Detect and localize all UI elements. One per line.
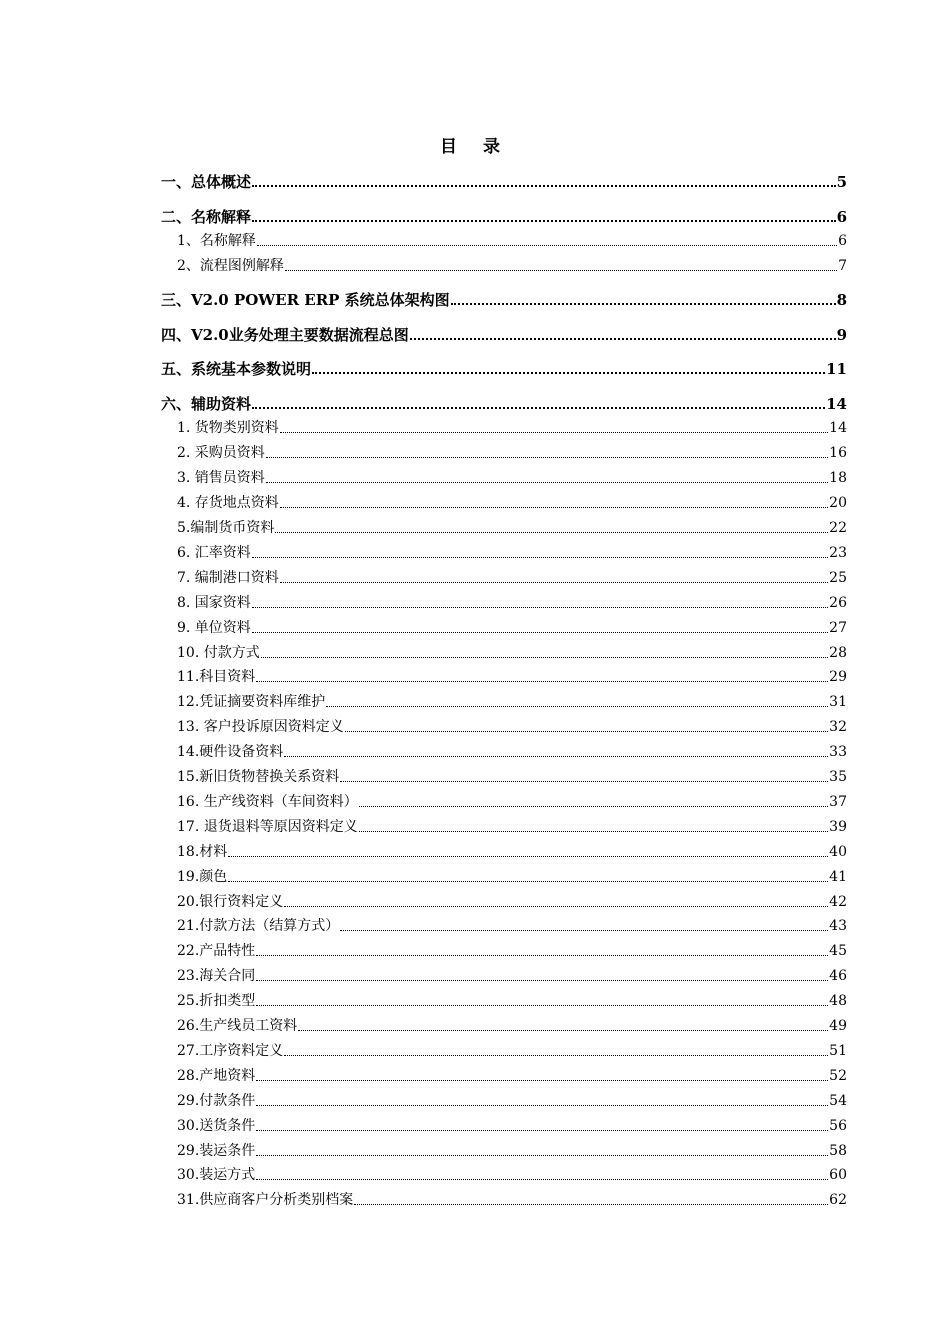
- dot-leader: [280, 507, 828, 508]
- toc-entry[interactable]: [161, 1016, 847, 1036]
- toc-entry-title: 15.新旧货物替换关系资料: [177, 769, 340, 785]
- dot-leader: [359, 806, 828, 807]
- dot-leader: [252, 557, 828, 558]
- toc-entry[interactable]: [161, 518, 847, 538]
- toc-entry[interactable]: [161, 207, 847, 227]
- dot-leader: [256, 1080, 828, 1081]
- toc-entry[interactable]: [161, 1041, 847, 1061]
- dot-leader: [451, 303, 836, 305]
- toc-entry-title: 2、流程图例解释: [177, 257, 284, 274]
- toc-entry-page: 43: [829, 918, 847, 935]
- toc-entry-title: 10. 付款方式: [177, 644, 260, 661]
- toc-entry-page: 56: [829, 1117, 847, 1134]
- toc-entry[interactable]: [161, 543, 847, 563]
- toc-entry-title: 4. 存货地点资料: [177, 495, 279, 512]
- toc-entry-title: 29.装运条件: [177, 1142, 256, 1159]
- toc-entry-page: 22: [829, 520, 847, 536]
- toc-entry-title: 31.供应商客户分析类别档案: [177, 1192, 354, 1209]
- dot-leader: [256, 1155, 828, 1156]
- dot-leader: [340, 930, 828, 931]
- toc-entry[interactable]: [161, 792, 847, 812]
- toc-entry-page: 31: [829, 694, 847, 711]
- dot-leader: [285, 270, 837, 271]
- toc-entry-page: 27: [829, 619, 847, 636]
- dot-leader: [354, 1204, 828, 1205]
- toc-entry[interactable]: [161, 290, 847, 310]
- dot-leader: [252, 407, 825, 409]
- toc-entry[interactable]: [161, 892, 847, 912]
- toc-entry-page: 8: [836, 291, 847, 310]
- toc-entry-title: 21.付款方法（结算方式）: [177, 918, 340, 935]
- toc-entry[interactable]: [161, 742, 847, 762]
- toc-entry-page: 20: [829, 495, 847, 512]
- toc-entry-title: 12.凭证摘要资料库维护: [177, 694, 326, 711]
- toc-entry-page: 9: [836, 325, 847, 344]
- toc-entry-page: 60: [829, 1167, 847, 1184]
- toc-entry[interactable]: [161, 842, 847, 862]
- toc-entry-title: 26.生产线员工资料: [177, 1018, 298, 1034]
- dot-leader: [257, 245, 837, 246]
- toc-entry-title: 14.硬件设备资料: [177, 744, 284, 761]
- toc-entry-title: 22.产品特性: [177, 943, 256, 960]
- toc-entry-title: 三、V2.0 POWER ERP 系统总体架构图: [161, 291, 450, 310]
- toc-entry-page: 18: [829, 470, 847, 487]
- toc-entry-page: 16: [829, 445, 847, 462]
- toc-entry[interactable]: [161, 1116, 847, 1136]
- toc-entry-page: 42: [829, 893, 847, 910]
- toc-entry-page: 58: [829, 1142, 847, 1159]
- toc-entry-page: 51: [829, 1042, 847, 1059]
- toc-entry[interactable]: [161, 1165, 847, 1185]
- dot-leader: [256, 1130, 828, 1131]
- dot-leader: [228, 856, 828, 857]
- toc-entry-title: 2. 采购员资料: [177, 445, 265, 462]
- toc-entry-title: 19.颜色: [177, 868, 228, 885]
- toc-entry-page: 6: [836, 207, 847, 226]
- toc-entry[interactable]: [161, 1141, 847, 1161]
- toc-entry-title: 二、名称解释: [161, 207, 252, 226]
- dot-leader: [256, 681, 828, 682]
- toc-entry-title: 6. 汇率资料: [177, 544, 251, 561]
- toc-entry-title: 30.送货条件: [177, 1117, 256, 1134]
- toc-entry[interactable]: [161, 1091, 847, 1111]
- dot-leader: [312, 372, 825, 374]
- toc-entry-page: 41: [829, 868, 847, 885]
- toc-entry-title: 29.付款条件: [177, 1092, 256, 1109]
- dot-leader: [340, 781, 828, 782]
- toc-entry-page: 6: [838, 233, 847, 249]
- toc-entry[interactable]: [161, 867, 847, 887]
- dot-leader: [261, 657, 828, 658]
- toc-entry-title: 五、系统基本参数说明: [161, 360, 312, 379]
- dot-leader: [252, 632, 828, 633]
- toc-entry-title: 5.编制货币资料: [177, 520, 275, 536]
- dot-leader: [256, 1005, 828, 1006]
- toc-entry-page: 40: [829, 843, 847, 860]
- dot-leader: [252, 607, 828, 608]
- dot-leader: [326, 706, 828, 707]
- toc-entry[interactable]: [161, 443, 847, 463]
- toc-entry[interactable]: [161, 359, 847, 379]
- toc-entry[interactable]: [161, 916, 847, 936]
- toc-entry-page: 14: [829, 420, 847, 437]
- toc-entry[interactable]: [161, 1066, 847, 1086]
- toc-entry[interactable]: [161, 717, 847, 737]
- dot-leader: [298, 1030, 828, 1031]
- toc-entry-page: 23: [829, 544, 847, 561]
- toc-entry-title: 17. 退货退料等原因资料定义: [177, 818, 358, 835]
- toc-entry-title: 11.科目资料: [177, 669, 256, 686]
- dot-leader: [256, 980, 828, 981]
- toc-entry-page: 46: [829, 968, 847, 985]
- toc-entry[interactable]: [161, 256, 847, 276]
- toc-entry-page: 26: [829, 594, 847, 611]
- dot-leader: [266, 482, 828, 483]
- toc-entry-title: 20.银行资料定义: [177, 893, 284, 910]
- dot-leader: [284, 1055, 828, 1056]
- toc-entry[interactable]: [161, 493, 847, 513]
- toc-entry[interactable]: [161, 418, 847, 438]
- toc-entry-title: 13. 客户投诉原因资料定义: [177, 719, 344, 736]
- toc-entry[interactable]: [161, 692, 847, 712]
- dot-leader: [359, 831, 828, 832]
- toc-entry-page: 32: [829, 719, 847, 736]
- dot-leader: [266, 457, 828, 458]
- toc-entry-title: 16. 生产线资料（车间资料）: [177, 793, 358, 810]
- toc-entry-title: 1、名称解释: [177, 233, 256, 249]
- dot-leader: [256, 1179, 828, 1180]
- toc-entry-title: 27.工序资料定义: [177, 1042, 284, 1059]
- dot-leader: [228, 881, 828, 882]
- toc-entry-page: 54: [829, 1092, 847, 1109]
- toc-entry-page: 37: [829, 793, 847, 810]
- toc-entry[interactable]: [161, 172, 847, 192]
- toc-entry-page: 35: [829, 769, 847, 785]
- dot-leader: [280, 432, 828, 433]
- toc-entry-page: 7: [838, 257, 847, 274]
- toc-entry[interactable]: [161, 991, 847, 1011]
- toc-entry-title: 六、辅助资料: [161, 394, 252, 413]
- page-title: 目 录: [440, 137, 510, 157]
- toc-entry-page: 5: [836, 173, 847, 191]
- toc-entry[interactable]: [161, 966, 847, 986]
- toc-entry-title: 28.产地资料: [177, 1067, 256, 1084]
- dot-leader: [275, 532, 828, 533]
- toc-entry-page: 11: [826, 360, 847, 379]
- toc-entry-title: 8. 国家资料: [177, 594, 251, 611]
- dot-leader: [256, 955, 828, 956]
- dot-leader: [284, 906, 828, 907]
- dot-leader: [410, 338, 836, 340]
- toc-entry[interactable]: [161, 468, 847, 488]
- toc-entry-title: 30.装运方式: [177, 1167, 256, 1184]
- toc-entry-page: 45: [829, 943, 847, 960]
- dot-leader: [256, 1105, 828, 1106]
- toc-entry[interactable]: [161, 231, 847, 251]
- toc-entry-title: 18.材料: [177, 843, 228, 860]
- toc-entry-title: 7. 编制港口资料: [177, 569, 279, 586]
- toc-entry-page: 25: [829, 569, 847, 586]
- toc-entry[interactable]: [161, 394, 847, 414]
- toc-entry-title: 四、V2.0业务处理主要数据流程总图: [161, 325, 409, 344]
- toc-entry[interactable]: [161, 643, 847, 663]
- toc-entry-page: 39: [829, 818, 847, 835]
- toc-entry-page: 62: [829, 1192, 847, 1209]
- toc-entry[interactable]: [161, 941, 847, 961]
- toc-entry-title: 一、总体概述: [161, 173, 252, 191]
- toc-entry-title: 23.海关合同: [177, 968, 256, 985]
- toc-entry[interactable]: [161, 618, 847, 638]
- toc-entry-page: 29: [829, 669, 847, 686]
- toc-entry-page: 52: [829, 1067, 847, 1084]
- dot-leader: [252, 220, 836, 222]
- dot-leader: [252, 185, 836, 187]
- toc-entry-title: 1. 货物类别资料: [177, 420, 279, 437]
- dot-leader: [280, 582, 828, 583]
- toc-entry[interactable]: [161, 667, 847, 687]
- toc-entry[interactable]: [161, 325, 847, 345]
- toc-entry-page: 33: [829, 744, 847, 761]
- toc-entry-title: 3. 销售员资料: [177, 470, 265, 487]
- dot-leader: [345, 731, 828, 732]
- toc-entry[interactable]: [161, 593, 847, 613]
- dot-leader: [284, 756, 828, 757]
- toc-entry-page: 28: [829, 644, 847, 661]
- toc-entry[interactable]: [161, 568, 847, 588]
- toc-entry-page: 49: [829, 1018, 847, 1034]
- toc-entry[interactable]: [161, 767, 847, 787]
- toc-entry[interactable]: [161, 817, 847, 837]
- toc-entry[interactable]: [161, 1190, 847, 1210]
- toc-entry-page: 48: [829, 993, 847, 1010]
- toc-entry-title: 25.折扣类型: [177, 993, 256, 1010]
- toc-entry-title: 9. 单位资料: [177, 619, 251, 636]
- toc-entry-page: 14: [826, 394, 847, 413]
